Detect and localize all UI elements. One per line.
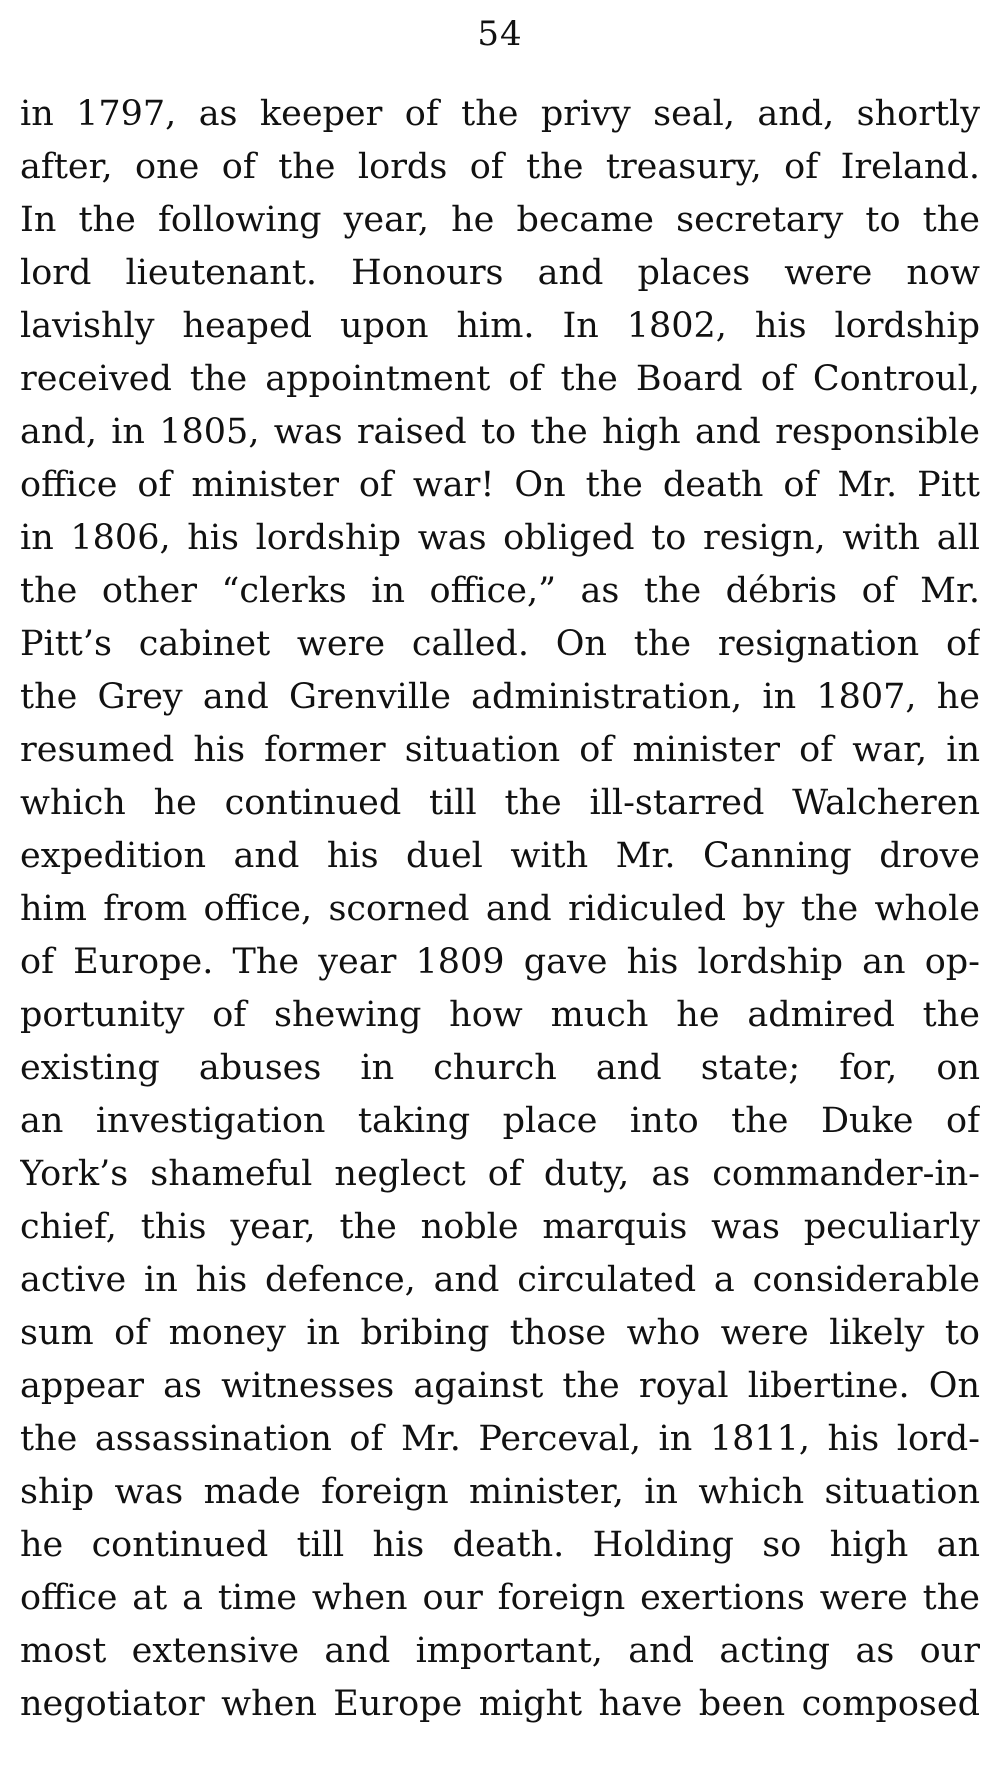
text-line: Pitt’s cabinet were called. On the resignation of	[20, 624, 980, 664]
text-line: chief, this year, the noble marquis was peculiarly	[20, 1207, 980, 1247]
text-line: the assassination of Mr. Perceval, in 1811, his lord-	[20, 1419, 980, 1459]
text-line: which he continued till the ill-starred Walcheren	[20, 783, 980, 823]
text-line: in 1806, his lordship was obliged to resign, with all	[20, 518, 980, 558]
text-line: the Grey and Grenville administration, in 1807, he	[20, 677, 980, 717]
text-line: ship was made foreign minister, in which situation	[20, 1472, 980, 1512]
text-line: sum of money in bribing those who were likely to	[20, 1313, 980, 1353]
text-line: of Europe. The year 1809 gave his lordship an op-	[20, 942, 980, 982]
text-line: negotiator when Europe might have been composed	[20, 1684, 980, 1724]
text-line: an investigation taking place into the Duke of	[20, 1101, 980, 1141]
text-line: office of minister of war! On the death of Mr. Pitt	[20, 465, 980, 505]
text-line: the other “clerks in office,” as the débris of Mr.	[20, 571, 980, 611]
text-line: existing abuses in church and state; for, on	[20, 1048, 980, 1088]
text-line: him from office, scorned and ridiculed by the whole	[20, 889, 980, 929]
text-line: lavishly heaped upon him. In 1802, his lordship	[20, 306, 980, 346]
text-line: In the following year, he became secretary to the	[20, 200, 980, 240]
text-line: and, in 1805, was raised to the high and responsible	[20, 412, 980, 452]
text-line: lord lieutenant. Honours and places were now	[20, 253, 980, 293]
text-line: portunity of shewing how much he admired the	[20, 995, 980, 1035]
text-line: expedition and his duel with Mr. Canning drove	[20, 836, 980, 876]
text-line: York’s shameful neglect of duty, as commander-in-	[20, 1154, 980, 1194]
text-line: he continued till his death. Holding so high an	[20, 1525, 980, 1565]
text-line: received the appointment of the Board of Controul,	[20, 359, 980, 399]
text-line: in 1797, as keeper of the privy seal, and, shortly	[20, 94, 980, 134]
body-text	[20, 88, 980, 1731]
text-line: most extensive and important, and acting as our	[20, 1631, 980, 1671]
text-line: after, one of the lords of the treasury, of Ireland.	[20, 147, 980, 187]
text-line: resumed his former situation of minister of war, in	[20, 730, 980, 770]
text-line: office at a time when our foreign exertions were the	[20, 1578, 980, 1618]
text-line: appear as witnesses against the royal libertine. On	[20, 1366, 980, 1406]
page-number: 54	[477, 14, 523, 54]
text-line: active in his defence, and circulated a considerable	[20, 1260, 980, 1300]
